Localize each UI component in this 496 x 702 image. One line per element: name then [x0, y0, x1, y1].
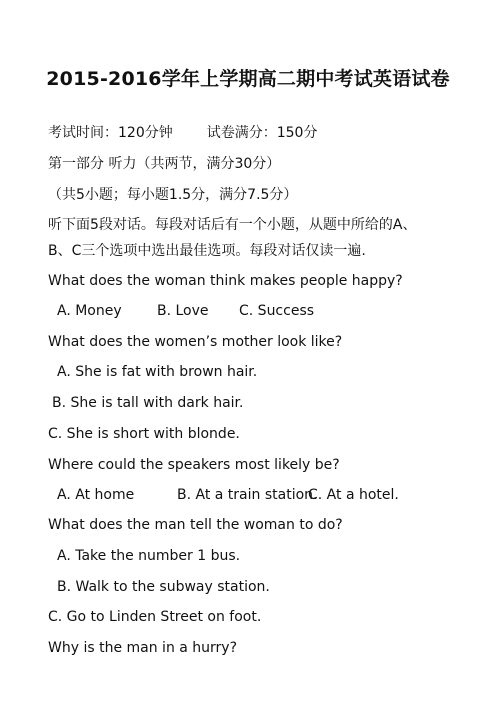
- question-1-options: [57, 302, 314, 320]
- section-one-heading: （共5小题；每小题1.5分，满分7.5分）: [48, 187, 298, 203]
- instructions-line-2: B、C三个选项中选出最佳选项。每段对话仅读一遍.: [48, 243, 366, 259]
- option-c: C. Success: [239, 303, 315, 319]
- part-one-heading: 第一部分 听力（共两节，满分30分）: [48, 156, 281, 172]
- question-4-option-b: B. Walk to the subway station.: [57, 579, 270, 595]
- question-2-option-b: B. She is tall with dark hair.: [52, 395, 244, 411]
- question-4: What does the man tell the woman to do?: [48, 517, 343, 533]
- question-3-options: [57, 486, 399, 504]
- question-2-option-c: C. She is short with blonde.: [48, 426, 240, 442]
- question-2: What does the women’s mother look like?: [48, 334, 343, 350]
- question-5: Why is the man in a hurry?: [48, 640, 238, 656]
- full-score: 试卷满分：150分: [206, 125, 318, 141]
- option-a: A. Money: [57, 303, 122, 319]
- question-2-option-a: A. She is fat with brown hair.: [57, 364, 258, 380]
- question-4-option-a: A. Take the number 1 bus.: [57, 548, 241, 564]
- exam-time: 考试时间：120分钟: [48, 125, 173, 141]
- option-b: B. At a train station.: [177, 487, 318, 503]
- question-1: What does the woman think makes people happy?: [48, 273, 403, 289]
- question-3: Where could the speakers most likely be?: [48, 457, 340, 473]
- option-c: C. At a hotel.: [308, 487, 399, 503]
- option-b: B. Love: [157, 303, 209, 319]
- exam-info: [48, 124, 317, 142]
- option-a: A. At home: [57, 487, 135, 503]
- instructions-line-1: 听下面5段对话。每段对话后有一个小题，从题中所给的A、: [48, 217, 417, 233]
- question-4-option-c: C. Go to Linden Street on foot.: [48, 609, 262, 625]
- page-title: 2015-2016学年上学期高二期中考试英语试卷: [46, 68, 450, 90]
